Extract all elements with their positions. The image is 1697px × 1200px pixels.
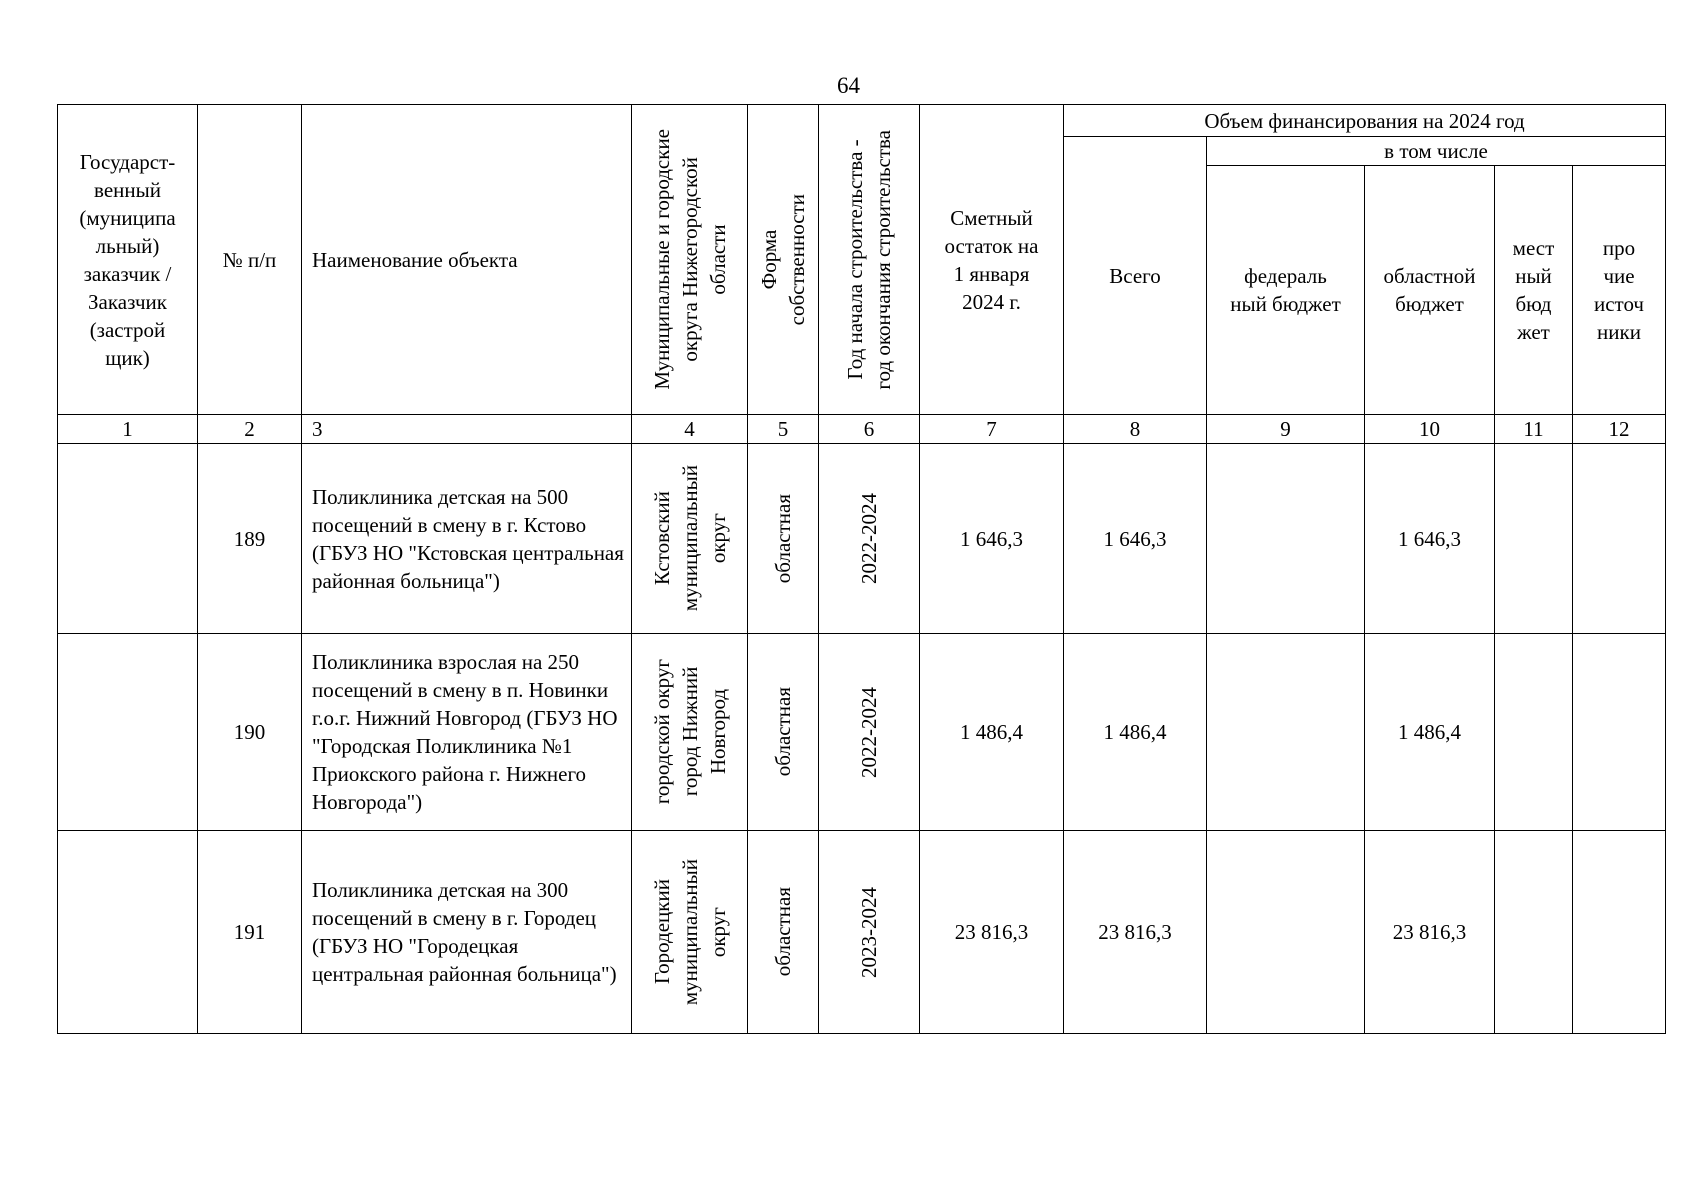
row-federal (1207, 444, 1365, 634)
row-regional: 23 816,3 (1365, 831, 1495, 1034)
row-municipality: Городецкий муниципальный округ (632, 831, 748, 1034)
header-local: мест ный бюд жет (1495, 166, 1573, 415)
row-ownership: областная (748, 831, 819, 1034)
header-federal: федераль ный бюджет (1207, 166, 1365, 415)
row-object-name: Поликлиника детская на 300 посещений в смену в г. Городец (ГБУЗ НО "Городецкая центральная районная больница") (302, 831, 632, 1034)
header-including: в том числе (1207, 137, 1666, 166)
header-funding: Объем финансирования на 2024 год (1064, 105, 1666, 137)
header-estimate: Сметный остаток на 1 января 2024 г. (920, 105, 1064, 415)
column-number: 3 (302, 415, 632, 444)
row-years: 2022-2024 (819, 634, 920, 831)
page-number: 64 (837, 73, 860, 98)
row-num: 189 (198, 444, 302, 634)
row-municipality: Кстовский муниципальный округ (632, 444, 748, 634)
row-total: 23 816,3 (1064, 831, 1207, 1034)
row-ownership: областная (748, 444, 819, 634)
column-number: 5 (748, 415, 819, 444)
row-local (1495, 831, 1573, 1034)
column-number-row (58, 415, 1666, 444)
row-total: 1 646,3 (1064, 444, 1207, 634)
row-other (1573, 444, 1666, 634)
table-row (58, 634, 1666, 831)
row-object-name: Поликлиника детская на 500 посещений в смену в г. Кстово (ГБУЗ НО "Кстовская центральная районная больница") (302, 444, 632, 634)
row-total: 1 486,4 (1064, 634, 1207, 831)
column-number: 4 (632, 415, 748, 444)
header-years: Год начала строительства - год окончания строительства (819, 105, 920, 415)
header-regional: областной бюджет (1365, 166, 1495, 415)
row-customer (58, 831, 198, 1034)
column-number: 7 (920, 415, 1064, 444)
header-customer: Государст- венный (муниципа льный) заказчик / Заказчик (застрой щик) (58, 105, 198, 415)
row-customer (58, 444, 198, 634)
row-federal (1207, 831, 1365, 1034)
header-total: Всего (1064, 137, 1207, 415)
column-number: 1 (58, 415, 198, 444)
row-municipality: городской округ город Нижний Новгород (632, 634, 748, 831)
header-municipality: Муниципальные и городские округа Нижегородской области (632, 105, 748, 415)
header-num: № п/п (198, 105, 302, 415)
row-ownership: областная (748, 634, 819, 831)
row-other (1573, 634, 1666, 831)
header-ownership: Форма собственности (748, 105, 819, 415)
row-estimate: 1 486,4 (920, 634, 1064, 831)
financing-table (57, 104, 1666, 1034)
row-estimate: 23 816,3 (920, 831, 1064, 1034)
column-number: 2 (198, 415, 302, 444)
column-number: 10 (1365, 415, 1495, 444)
row-local (1495, 634, 1573, 831)
table-row (58, 831, 1666, 1034)
row-federal (1207, 634, 1365, 831)
column-number: 11 (1495, 415, 1573, 444)
column-number: 9 (1207, 415, 1365, 444)
header-object-name: Наименование объекта (302, 105, 632, 415)
row-num: 191 (198, 831, 302, 1034)
row-years: 2023-2024 (819, 831, 920, 1034)
row-years: 2022-2024 (819, 444, 920, 634)
row-object-name: Поликлиника взрослая на 250 посещений в смену в п. Новинки г.о.г. Нижний Новгород (ГБУЗ НО "Городская Поликлиника №1 Приокского района г. Нижнего Новгорода") (302, 634, 632, 831)
row-estimate: 1 646,3 (920, 444, 1064, 634)
column-number: 6 (819, 415, 920, 444)
row-regional: 1 486,4 (1365, 634, 1495, 831)
row-customer (58, 634, 198, 831)
row-local (1495, 444, 1573, 634)
column-number: 8 (1064, 415, 1207, 444)
table-row (58, 444, 1666, 634)
row-num: 190 (198, 634, 302, 831)
row-regional: 1 646,3 (1365, 444, 1495, 634)
header-other: про чие источ ники (1573, 166, 1666, 415)
column-number: 12 (1573, 415, 1666, 444)
row-other (1573, 831, 1666, 1034)
